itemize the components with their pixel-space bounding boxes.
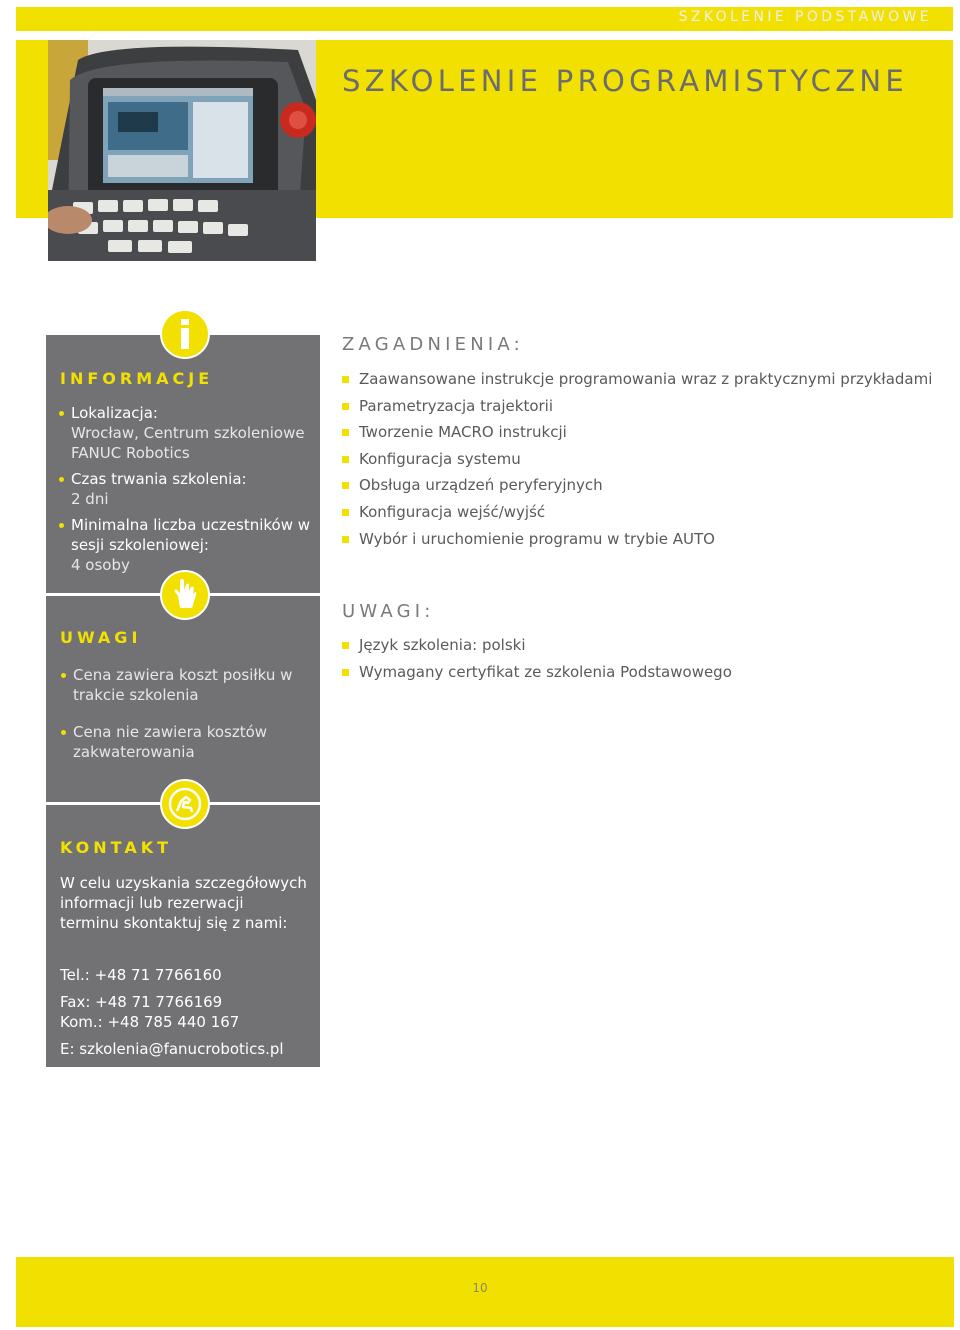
notes-item-text: Cena nie zawiera kosztów <box>73 723 268 741</box>
info-item-label: Czas trwania szkolenia: <box>71 470 247 488</box>
bullet-dot <box>59 523 64 528</box>
topics-item: Konfiguracja wejść/wyjść <box>342 500 932 527</box>
info-item-value: FANUC Robotics <box>71 444 190 462</box>
contact-heading: KONTAKT <box>60 838 173 857</box>
teach-pendant-photo <box>48 40 316 261</box>
bullet-dot <box>59 477 64 482</box>
hand-icon <box>160 570 210 620</box>
info-item-label: Lokalizacja: <box>71 404 158 422</box>
contact-intro <box>60 873 307 933</box>
topics-item: Parametryzacja trajektorii <box>342 394 932 421</box>
contact-mobile[interactable]: Kom.: +48 785 440 167 <box>60 1013 240 1031</box>
topics-item: Obsługa urządzeń peryferyjnych <box>342 473 932 500</box>
info-item-duration <box>71 469 247 509</box>
contact-intro-line: informacji lub rezerwacji <box>60 894 244 912</box>
section-label: SZKOLENIE PODSTAWOWE <box>678 9 932 25</box>
info-item-label: Minimalna liczba uczestników w <box>71 516 311 534</box>
remarks-heading: UWAGI: <box>342 601 435 622</box>
contact-email[interactable]: E: szkolenia@fanucrobotics.pl <box>60 1040 284 1058</box>
notes-item <box>73 722 267 762</box>
info-item-location <box>71 403 305 463</box>
info-item-label: sesji szkoleniowej: <box>71 536 209 554</box>
topics-heading: ZAGADNIENIA: <box>342 334 524 355</box>
info-heading: INFORMACJE <box>60 369 214 388</box>
topics-list <box>342 367 932 553</box>
remarks-item: Język szkolenia: polski <box>342 633 732 660</box>
notes-item-text: Cena zawiera koszt posiłku w <box>73 666 293 684</box>
page-number: 10 <box>472 1281 488 1295</box>
contact-intro-line: W celu uzyskania szczegółowych <box>60 874 307 892</box>
page-title: SZKOLENIE PROGRAMISTYCZNE <box>342 64 909 98</box>
contact-intro-line: terminu skontaktuj się z nami: <box>60 914 288 932</box>
topics-item: Zaawansowane instrukcje programowania wraz z praktycznymi przykładami <box>342 367 932 394</box>
bullet-dot <box>61 730 66 735</box>
bullet-dot <box>59 411 64 416</box>
notes-item <box>73 665 292 705</box>
contact-fax: Fax: +48 71 7766169 <box>60 993 223 1011</box>
info-item-value: Wrocław, Centrum szkoleniowe <box>71 424 305 442</box>
contact-phone[interactable]: Tel.: +48 71 7766160 <box>60 966 222 984</box>
bullet-dot <box>61 673 66 678</box>
info-item-value: 2 dni <box>71 490 109 508</box>
remarks-list <box>342 633 732 686</box>
info-icon <box>160 309 210 359</box>
info-item-participants <box>71 515 310 575</box>
robot-contact-icon <box>160 779 210 829</box>
notes-heading: UWAGI <box>60 628 142 647</box>
topics-item: Wybór i uruchomienie programu w trybie AUTO <box>342 527 932 554</box>
info-item-value: 4 osoby <box>71 556 130 574</box>
topics-item: Tworzenie MACRO instrukcji <box>342 420 932 447</box>
topics-item: Konfiguracja systemu <box>342 447 932 474</box>
notes-item-text: trakcie szkolenia <box>73 686 199 704</box>
notes-item-text: zakwaterowania <box>73 743 195 761</box>
remarks-item: Wymagany certyfikat ze szkolenia Podstawowego <box>342 660 732 687</box>
